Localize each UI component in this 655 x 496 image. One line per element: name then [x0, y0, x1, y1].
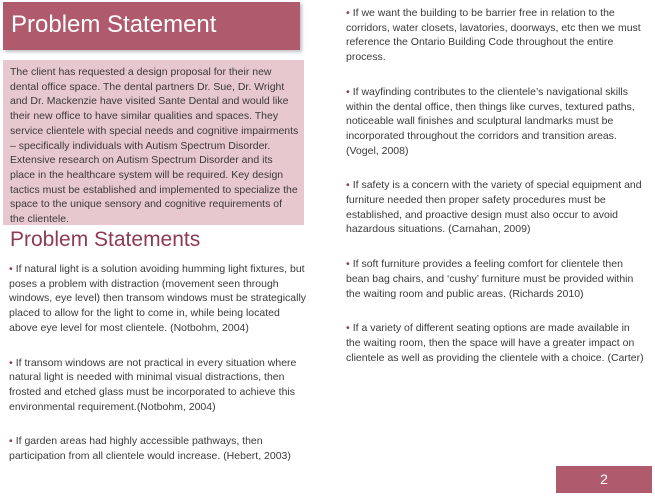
intro-paragraph: The client has requested a design proposal for their new dental office space. The dental partners Dr. Sue, Dr. Wright and Dr. Mackenzie have visited Sante Dental and would like their new office to have similar qualities and spaces. They service clientele with special needs and cognitive impairments – specifically individuals with Autism Spectrum Disorder. Extensive research on Autism Spectrum Disorder and its place in the healthcare system will be required. Key design tactics must be established and implemented to specialize the space to the unique sensory and cognitive requirements of the clientele.: [10, 66, 299, 226]
bullet-item: [9, 434, 309, 463]
bullet-icon: •: [346, 7, 350, 19]
bullet-icon: •: [346, 179, 350, 192]
title-banner: [3, 2, 300, 50]
bullet-icon: •: [346, 258, 350, 271]
bullet-item: [346, 6, 646, 65]
bullet-text: If we want the building to be barrier free in relation to the corridors, water closets, lavatories, doorways, etc then we must reference the Ontario Building Code throughout the entire process.: [346, 7, 641, 64]
page-number: 2: [556, 466, 652, 493]
bullet-text: If garden areas had highly accessible pathways, then participation from all clientele would increase. (Hebert, 2003): [9, 435, 291, 463]
bullet-item: [9, 356, 309, 415]
bullet-icon: •: [9, 356, 13, 369]
bullet-item: [9, 262, 309, 336]
bullet-text: If soft furniture provides a feeling comfort for clientele then bean bag chairs, and ‘cushy’ furniture must be provided within the waiting room and public areas. (Richards 2010): [346, 258, 634, 300]
bullet-icon: •: [346, 322, 350, 335]
bullet-item: [346, 321, 646, 365]
bullet-text: If natural light is a solution avoiding humming light fixtures, but poses a problem with distraction (movement seen through windows, eye level) then transom windows must be strategically placed to allow for the light to come in, while being located above eye level for most clientele. (Notbohm, 2004): [9, 263, 307, 334]
bullet-text: If transom windows are not practical in every situation where natural light is needed with minimal visual distractions, then frosted and etched glass must be incorporated to achieve this environmental requirement.(Notbohm, 2004): [9, 356, 297, 413]
section-heading: Problem Statements: [10, 228, 201, 251]
right-bullet-list: [346, 6, 646, 385]
bullet-item: [346, 257, 646, 301]
bullet-icon: •: [9, 263, 13, 275]
slide-title: Problem Statement: [11, 11, 217, 38]
left-bullet-list: [9, 262, 309, 484]
bullet-text: If a variety of different seating options are made available in the waiting room, then the space will have a greater impact on clientele as well as providing the clientele with a choice. (Carter): [346, 322, 644, 364]
bullet-icon: •: [9, 435, 13, 448]
bullet-text: If safety is a concern with the variety of special equipment and furniture needed then proper safety procedures must be established, and proactive design must also occur to avoid hazardous situations. (Carnahan, 2009): [346, 179, 642, 236]
intro-text-box: [3, 60, 304, 225]
bullet-item: [346, 85, 646, 159]
bullet-icon: •: [346, 85, 350, 98]
bullet-item: [346, 178, 646, 237]
bullet-text: If wayfinding contributes to the clientele’s navigational skills within the dental office, then things like curves, textured paths, noticeable wall finishes and sculptural landmarks must be incorporated throughout the corridors and transition areas. (Vogel, 2008): [346, 85, 635, 157]
